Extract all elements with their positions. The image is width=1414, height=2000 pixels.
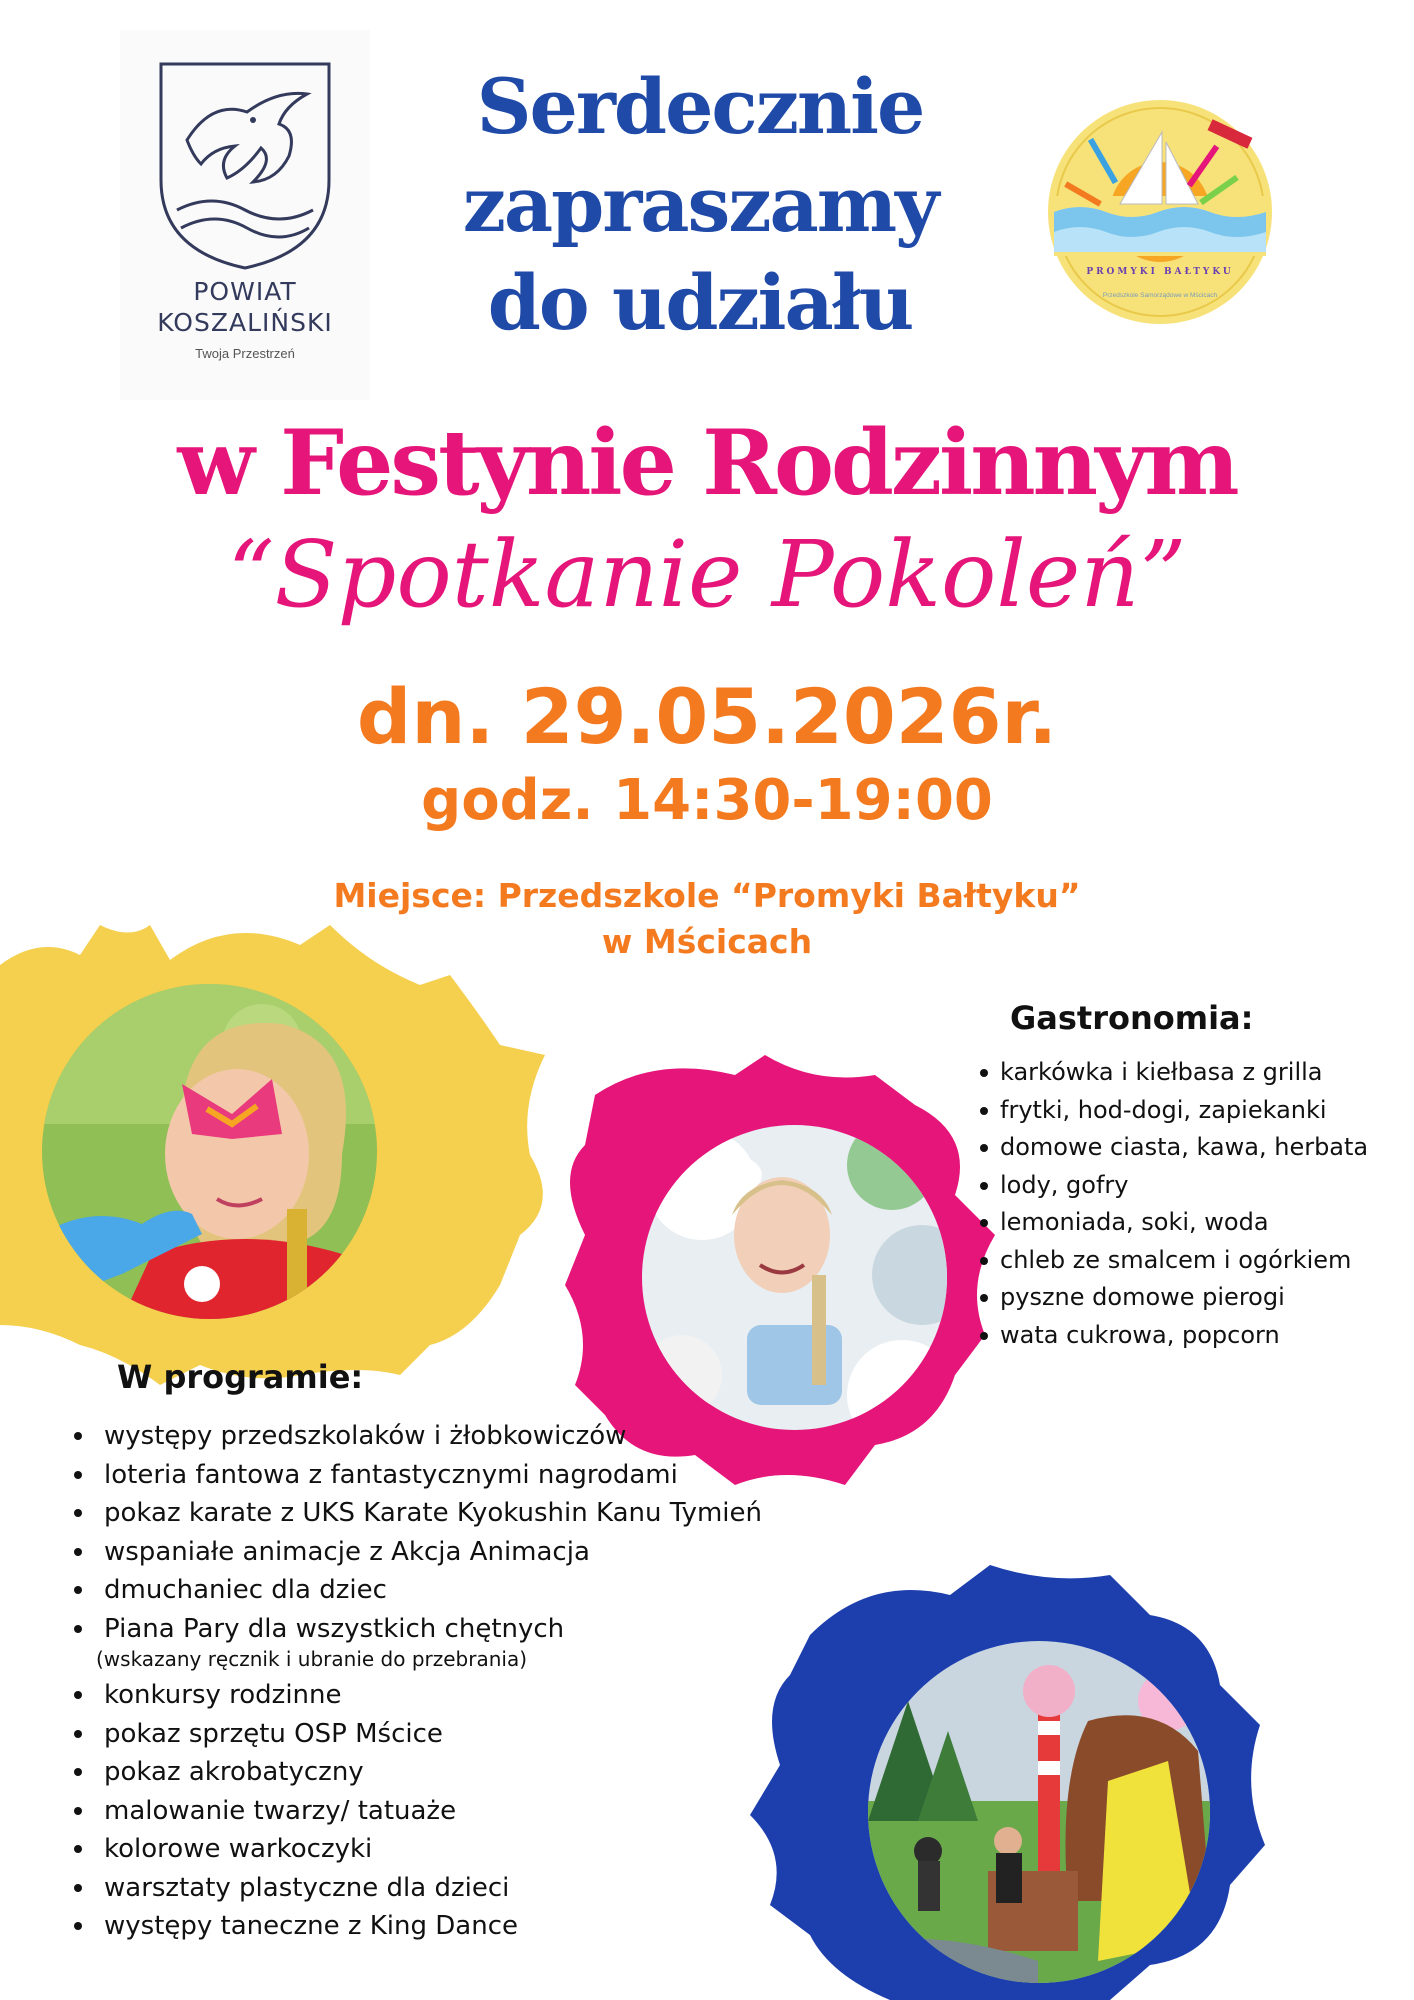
face-painting-photo	[42, 984, 377, 1319]
sun-sailboat-crayons-icon	[1040, 92, 1280, 332]
gastronomy-item: pyszne domowe pierogi	[980, 1279, 1368, 1317]
program-item: pokaz sprzętu OSP Mścice	[72, 1715, 762, 1754]
event-place-line2: w Mścicach	[601, 922, 813, 961]
program-title: W programie:	[117, 1358, 364, 1396]
gastronomy-title: Gastronomia:	[1010, 999, 1254, 1037]
event-date: dn. 29.05.2026r.	[356, 672, 1058, 761]
event-time: godz. 14:30-19:00	[421, 768, 993, 833]
gastronomy-item: lody, gofry	[980, 1167, 1368, 1205]
school-subtitle-text: Przedszkole Samorządowe w Mścicach	[1102, 292, 1218, 299]
gastronomy-item: chleb ze smalcem i ogórkiem	[980, 1242, 1368, 1280]
program-item: występy taneczne z King Dance	[72, 1907, 762, 1946]
program-item: kolorowe warkoczyki	[72, 1830, 762, 1869]
county-name-line1: POWIAT	[193, 277, 297, 306]
program-item: Piana Pary dla wszystkich chętnych	[72, 1610, 762, 1649]
county-tagline: Twoja Przestrzeń	[195, 346, 295, 361]
program-item: warsztaty plastyczne dla dzieci	[72, 1869, 762, 1908]
event-title: w Festynie Rodzinnym	[177, 410, 1237, 516]
county-name-line2: KOSZALIŃSKI	[157, 308, 333, 337]
gastronomy-item: wata cukrowa, popcorn	[980, 1317, 1368, 1355]
gastronomy-item: karkówka i kiełbasa z grilla	[980, 1054, 1368, 1092]
event-place-line1: Miejsce: Przedszkole “Promyki Bałtyku”	[333, 876, 1081, 915]
headline-line1: Serdecznie	[476, 62, 924, 151]
headline-line2: zapraszamy	[462, 160, 938, 249]
county-logo	[120, 30, 370, 400]
griffin-coat-of-arms-icon	[157, 60, 333, 272]
program-item: dmuchaniec dla dziec	[72, 1571, 762, 1610]
foam-party-photo	[642, 1125, 947, 1430]
program-item: loteria fantowa z fantastycznymi nagrodami	[72, 1456, 762, 1495]
invitation-headline	[420, 58, 980, 352]
headline-line3: do udziału	[487, 258, 913, 347]
program-note: (wskazany ręcznik i ubranie do przebrania)	[96, 1647, 528, 1671]
program-item: pokaz karate z UKS Karate Kyokushin Kanu Tymień	[72, 1494, 762, 1533]
school-name-text: PROMYKI BAŁTYKU	[1086, 267, 1234, 277]
program-item: pokaz akrobatyczny	[72, 1753, 762, 1792]
gastronomy-list	[980, 1054, 1368, 1354]
program-item: wspaniałe animacje z Akcja Animacja	[72, 1533, 762, 1572]
gastronomy-item: domowe ciasta, kawa, herbata	[980, 1129, 1368, 1167]
school-logo	[1040, 92, 1280, 332]
gastronomy-item: lemoniada, soki, woda	[980, 1204, 1368, 1242]
event-name: “Spotkanie Pokoleń”	[227, 521, 1187, 628]
program-item: konkursy rodzinne	[72, 1676, 762, 1715]
gastronomy-item: frytki, hod-dogi, zapiekanki	[980, 1092, 1368, 1130]
bouncy-castle-photo	[868, 1641, 1210, 1983]
program-list	[72, 1417, 762, 1946]
program-item: występy przedszkolaków i żłobkowiczów	[72, 1417, 762, 1456]
program-item: malowanie twarzy/ tatuaże	[72, 1792, 762, 1831]
